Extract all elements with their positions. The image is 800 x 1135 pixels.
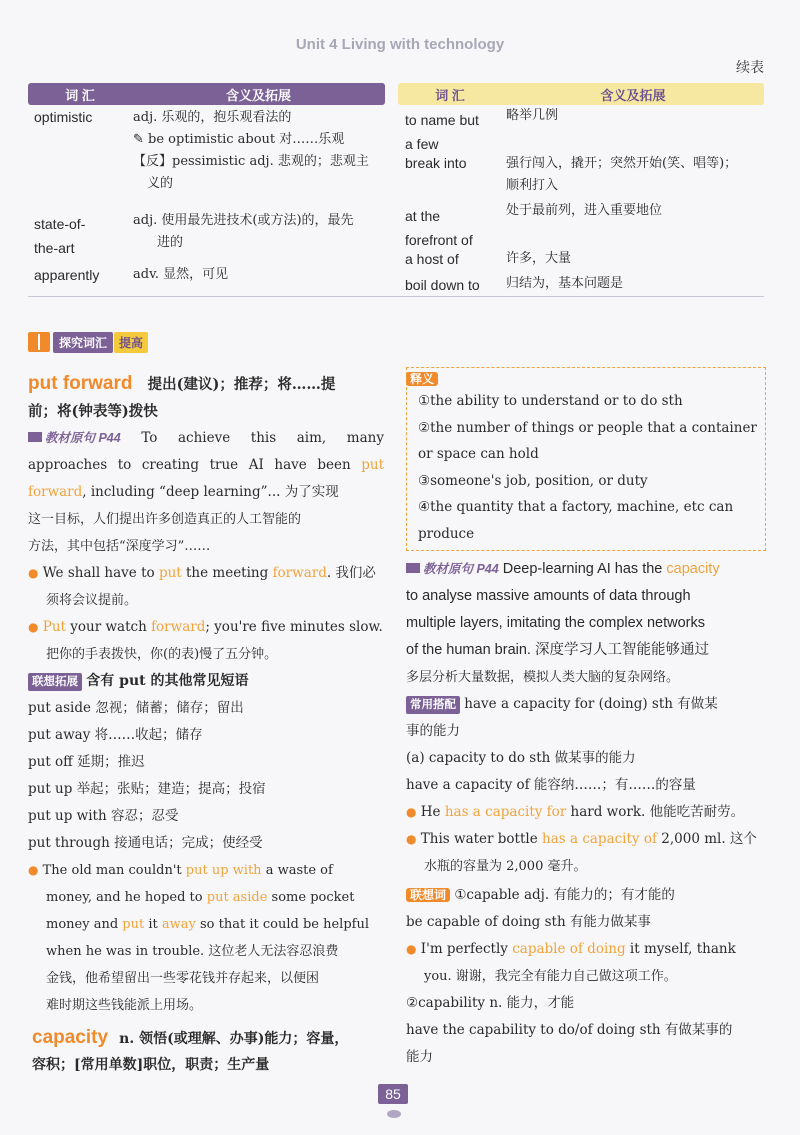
highlight: put aside: [206, 890, 268, 905]
headword-definition: 提出(建议)；推荐；将……提: [147, 376, 336, 393]
highlight: has a capacity of: [542, 831, 657, 847]
phrase-item: put off 延期；推迟: [28, 754, 145, 770]
highlight: forward: [151, 619, 206, 635]
headword: capacity: [32, 1027, 109, 1048]
source-sentence-cont: multiple layers, imitating the complex networks: [406, 615, 705, 631]
text: We shall have to: [42, 565, 155, 581]
highlight: capacity: [666, 561, 720, 577]
text: To achieve this aim, many: [141, 430, 384, 446]
source-sentence-cont: to analyse massive amounts of data through: [406, 588, 691, 604]
text: a waste of: [265, 863, 333, 878]
table-header-right: [398, 83, 764, 105]
text: have a capacity for (doing) sth 有做某: [464, 696, 718, 712]
text: ①capable adj. 有能力的；有才能的: [454, 887, 675, 903]
meaning-line: ✎ be optimistic about 对……乐观: [133, 132, 345, 147]
text: approaches to creating true AI have been: [28, 457, 351, 473]
table-meaning: 处于最前列，进入重要地位: [506, 203, 663, 218]
highlight: put: [158, 565, 182, 581]
example: [406, 936, 764, 963]
phrase-item: put up 举起；张贴；建造；提高；投宿: [28, 781, 266, 797]
text: The old man couldn't: [42, 863, 182, 878]
definition-list: [418, 388, 758, 547]
meaning-line: 【反】pessimistic adj. 悲观的；悲观主: [133, 154, 369, 169]
definition-item: ③someone's job, position, or duty: [418, 472, 648, 489]
example-translation: 难时期这些钱能派上用场。: [46, 998, 203, 1013]
page-number: 85: [378, 1084, 408, 1104]
text: the meeting: [186, 565, 269, 581]
table-meaning: adv. 显然，可见: [133, 267, 229, 282]
text: so that it could be helpful: [200, 917, 369, 932]
example: [406, 799, 764, 826]
text: , including “deep learning”... 为了实现: [82, 484, 339, 500]
highlight: forward: [28, 484, 83, 500]
highlight: put up with: [185, 863, 262, 878]
table-meaning: [133, 107, 388, 195]
source-translation: 方法，其中包括“深度学习”……: [28, 539, 211, 554]
source-tag-label: 教材原句 P44: [45, 431, 121, 445]
related-item: have the capability to do/of doing sth 有做某事的: [406, 1022, 733, 1038]
table-word: a host of: [405, 251, 459, 267]
bullet-icon: ●: [28, 863, 39, 877]
text: I'm perfectly: [420, 941, 508, 957]
related-item: ②capability n. 能力，才能: [406, 995, 575, 1011]
section-badge: [28, 331, 148, 353]
association-tag: 联想拓展: [28, 673, 82, 691]
example-translation: 须将会议提前。: [46, 593, 138, 608]
definition-tag: 释义: [406, 372, 438, 386]
example: [28, 614, 384, 641]
table-meaning: 归结为，基本问题是: [506, 276, 624, 291]
capacity-body: [406, 556, 764, 1071]
page-header-title: Unit 4 Living with technology: [295, 36, 505, 53]
example-translation: 金钱，他希望留出一些零花钱并存起来，以便困: [46, 971, 320, 986]
example: [406, 826, 764, 853]
table-word: optimistic: [34, 109, 93, 125]
source-tag: [28, 425, 121, 452]
bullet-icon: ●: [28, 566, 39, 580]
meaning-line: 顺利打入: [506, 178, 559, 193]
definition-item: ④the quantity that a factory, machine, etc can: [418, 499, 734, 515]
source-translation: 多层分析大量数据，模拟人类大脑的复杂网络。: [406, 670, 680, 685]
word-line: a few: [405, 136, 439, 152]
source-sentence: [28, 425, 384, 506]
continued-label: 续表: [736, 60, 764, 76]
source-tag: [406, 556, 499, 583]
bullet-icon: ●: [406, 832, 417, 846]
collocation-cont: 事的能力: [406, 723, 460, 739]
source-sentence-cont: of the human brain. 深度学习人工智能能够通过: [406, 642, 709, 658]
text: He: [420, 804, 441, 820]
text: Deep-learning AI has the: [502, 561, 663, 577]
definition-item: ①the ability to understand or to do sth: [418, 393, 683, 409]
highlight: away: [161, 917, 196, 932]
example-cont: when he was in trouble. 这位老人无法容忍浪费: [46, 944, 339, 959]
table-word: [34, 212, 85, 260]
phrase-item: put through 接通电话；完成；使经受: [28, 835, 263, 851]
bullet-icon: ●: [28, 620, 39, 634]
definition-item: produce: [418, 525, 475, 542]
meaning-line: 强行闯入，撬开；突然开始(笑、唱等)；: [506, 156, 738, 171]
tag-square-icon: [406, 563, 420, 573]
text: . 我们必: [326, 565, 376, 581]
example-cont: [28, 911, 384, 938]
text: money and: [46, 917, 119, 932]
example-translation: you. 谢谢，我完全有能力自己做这项工作。: [424, 969, 677, 984]
highlight: has a capacity for: [444, 804, 567, 820]
headword-definition-cont: 前；将(钟表等)拨快: [28, 403, 158, 420]
meaning-line: adj. 使用最先进技术(或方法)的，最先: [133, 213, 354, 228]
fish-icon: [387, 1110, 401, 1118]
phrase-item: put aside 忽视；储蓄；储存；留出: [28, 700, 244, 716]
association-heading: [28, 668, 384, 695]
text: 2,000 ml. 这个: [661, 831, 757, 847]
source-sentence: [406, 556, 764, 583]
example-translation: 把你的手表拨快，你(的表)慢了五分钟。: [46, 647, 278, 662]
definition-item: or space can hold: [418, 446, 539, 462]
table-meaning: [506, 153, 766, 197]
highlight: Put: [42, 619, 66, 635]
headword-definition: n. 领悟(或理解、办事)能力；容量，: [119, 1031, 349, 1047]
highlight: forward: [272, 565, 327, 581]
example-translation: 水瓶的容量为 2,000 毫升。: [424, 859, 587, 874]
source-tag-label: 教材原句 P44: [423, 562, 499, 576]
word-line: forefront of: [405, 232, 473, 248]
table-word: apparently: [34, 267, 100, 283]
entry-put-forward: [28, 370, 384, 1019]
table-bottom-rule: [28, 296, 764, 297]
table-meaning: 许多，大量: [506, 251, 572, 266]
word-line: state-of-: [34, 216, 86, 232]
table-meaning: 略举几例: [506, 108, 559, 123]
table-word: [405, 108, 479, 156]
word-line: the-art: [34, 240, 75, 256]
bullet-icon: ●: [406, 805, 417, 819]
text: This water bottle: [420, 831, 538, 847]
collocation-item: have a capacity of 能容纳……；有……的容量: [406, 777, 696, 793]
word-line: to name but: [405, 112, 479, 128]
headword-definition-cont: 容积；[常用单数]职位，职责；生产量: [32, 1057, 270, 1073]
table-meaning: [133, 210, 388, 254]
example: [28, 560, 384, 587]
related-words-heading: [406, 882, 764, 909]
highlight: put: [361, 457, 384, 473]
meaning-line: adj. 乐观的，抱乐观看法的: [133, 110, 292, 125]
headword: put forward: [28, 373, 133, 394]
source-translation: 这一目标，人们提出许多创造真正的人工智能的: [28, 512, 302, 527]
table-word: boil down to: [405, 277, 480, 293]
definition-item: ②the number of things or people that a container: [418, 419, 757, 436]
header-meaning: 含义及拓展: [225, 87, 291, 103]
example: [28, 857, 384, 884]
text: some pocket: [271, 890, 355, 905]
header-word: 词 汇: [435, 87, 465, 103]
highlight: put: [122, 917, 145, 932]
example-cont: [28, 884, 384, 911]
table-header-left: [28, 83, 385, 105]
word-line: at the: [405, 208, 441, 224]
related-words-tag: 联想词: [406, 888, 450, 902]
tag-square-icon: [28, 432, 42, 442]
entry-capacity: [32, 1025, 384, 1078]
text: it myself, thank: [629, 941, 736, 957]
phrase-item: put up with 容忍；忍受: [28, 808, 179, 824]
highlight: capable of doing: [512, 941, 626, 957]
collocation-item: (a) capacity to do sth 做某事的能力: [406, 750, 636, 766]
collocation-tag: 常用搭配: [406, 696, 460, 714]
text: ; you're five minutes slow.: [205, 619, 383, 635]
text: your watch: [70, 619, 147, 635]
related-item: 能力: [406, 1049, 433, 1065]
table-word: break into: [405, 155, 467, 171]
text: money, and he hoped to: [46, 890, 203, 905]
text: hard work. 他能吃苦耐劳。: [570, 804, 745, 820]
related-item: be capable of doing sth 有能力做某事: [406, 914, 651, 930]
header-word: 词 汇: [65, 87, 95, 103]
section-badge-label: 探究词汇: [53, 332, 113, 353]
header-meaning: 含义及拓展: [600, 87, 666, 103]
collocation-heading: [406, 691, 764, 718]
book-icon: [28, 332, 50, 352]
table-word: [405, 204, 473, 252]
text: it: [148, 917, 158, 932]
association-title: 含有 put 的其他常见短语: [86, 673, 249, 689]
phrase-item: put away 将……收起；储存: [28, 727, 203, 743]
meaning-line: 进的: [157, 235, 184, 250]
section-badge-level: 提高: [114, 332, 148, 353]
meaning-line: 义的: [147, 176, 174, 191]
bullet-icon: ●: [406, 942, 417, 956]
